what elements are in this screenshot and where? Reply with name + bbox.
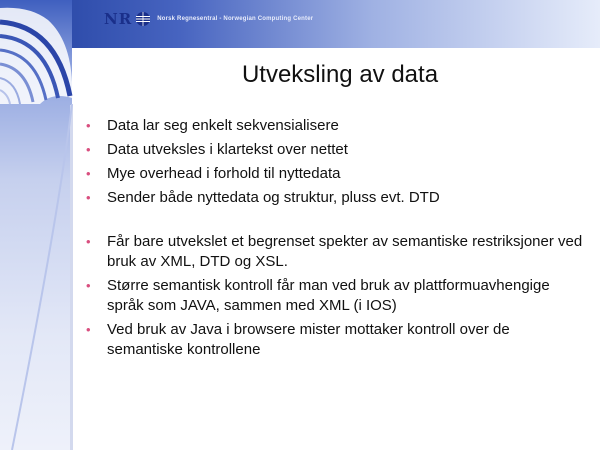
- bullet-text: Får bare utvekslet et begrenset spekter av semantiske restriksjoner ved bruk av XML, DTD og XSL.: [107, 233, 583, 270]
- bullet-marker: •: [86, 166, 91, 181]
- bullet-item: [84, 320, 584, 360]
- bullet-item: [84, 188, 584, 208]
- logo-wordmark: NR: [104, 10, 133, 28]
- bullet-text: Data lar seg enkelt sekvensialisere: [107, 117, 339, 134]
- bullet-item: [84, 276, 584, 316]
- bullet-text: Data utveksles i klartekst over nettet: [107, 141, 348, 158]
- bullet-marker: •: [86, 142, 91, 157]
- bullet-marker: •: [86, 234, 91, 249]
- bullet-marker: •: [86, 190, 91, 205]
- bullet-item: [84, 164, 584, 184]
- bullet-text: Sender både nyttedata og struktur, pluss evt. DTD: [107, 189, 440, 206]
- bullet-text: Større semantisk kontroll får man ved bruk av plattformuavhengige språk som JAVA, sammen med XML (i IOS): [107, 277, 550, 314]
- bullet-marker: •: [86, 278, 91, 293]
- bullet-text: Ved bruk av Java i browsere mister mottaker kontroll over de semantiske kontrollene: [107, 321, 510, 358]
- bullet-item: [84, 140, 584, 160]
- bullet-marker: •: [86, 322, 91, 337]
- globe-icon: [135, 11, 151, 27]
- slide-title: Utveksling av data: [241, 61, 439, 88]
- logo-tagline: Norsk Regnesentral - Norwegian Computing Center: [157, 16, 314, 22]
- logo: [104, 10, 313, 28]
- bullet-item: [84, 232, 584, 272]
- bullet-marker: •: [86, 118, 91, 133]
- bullet-text: Mye overhead i forhold til nyttedata: [107, 165, 341, 182]
- bullet-list: [84, 116, 584, 364]
- bullet-item: [84, 116, 584, 136]
